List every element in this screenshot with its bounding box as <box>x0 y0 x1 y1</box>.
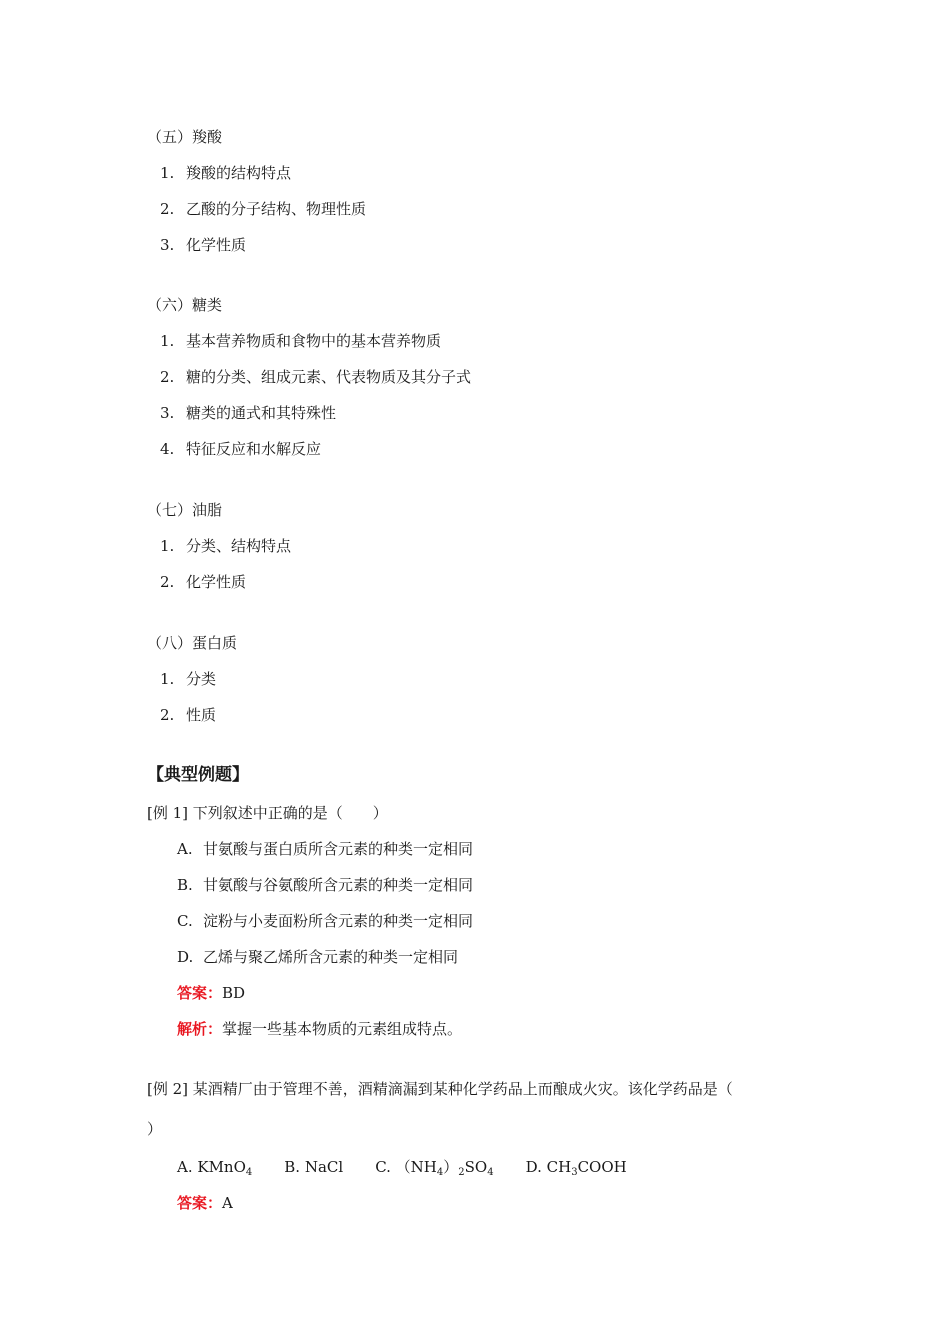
list-item: 3. 化学性质 <box>160 236 247 254</box>
examples-title: 【典型例题】 <box>147 765 249 785</box>
list-item: 2. 乙酸的分子结构、物理性质 <box>160 200 367 218</box>
list-item: 2. 化学性质 <box>160 573 247 591</box>
list-item: 2. 糖的分类、组成元素、代表物质及其分子式 <box>160 368 472 386</box>
example-1-stem: [例 1] 下列叙述中正确的是（ ） <box>147 804 388 822</box>
section-heading-sugars: （六）糖类 <box>147 296 223 314</box>
option-c: C. $(NH_4)_2SO_4$ <box>375 1158 494 1178</box>
list-item: 2. 性质 <box>160 706 217 724</box>
list-item: 3. 糖类的通式和其特殊性 <box>160 404 337 422</box>
list-item: 1. 羧酸的结构特点 <box>160 164 292 182</box>
option-d: D. 乙烯与聚乙烯所含元素的种类一定相同 <box>177 948 459 966</box>
list-item: 1. 分类、结构特点 <box>160 537 292 555</box>
example-1-analysis: 解析：掌握一些基本物质的元素组成特点。 <box>177 1020 463 1038</box>
option-a: A. KMnO$_4$ <box>177 1158 253 1178</box>
answer-label: 答案： <box>177 1194 223 1212</box>
example-1-answer: 答案：BD <box>177 984 246 1002</box>
answer-label: 答案： <box>177 984 223 1002</box>
analysis-label: 解析： <box>177 1020 223 1038</box>
example-2-answer: 答案：A <box>177 1194 233 1212</box>
section-heading-proteins: （八）蛋白质 <box>147 634 238 652</box>
section-heading-carboxylic-acid: （五）羧酸 <box>147 128 223 146</box>
section-heading-fats: （七）油脂 <box>147 501 223 519</box>
option-a: A. 甘氨酸与蛋白质所含元素的种类一定相同 <box>177 840 474 858</box>
list-item: 1. 分类 <box>160 670 217 688</box>
example-2-stem-continued: ） <box>147 1120 163 1138</box>
option-c: C. 淀粉与小麦面粉所含元素的种类一定相同 <box>177 912 474 930</box>
list-item: 4. 特征反应和水解反应 <box>160 440 322 458</box>
list-item: 1. 基本营养物质和食物中的基本营养物质 <box>160 332 442 350</box>
example-2-options <box>177 1157 627 1183</box>
example-2-stem: [例 2] 某酒精厂由于管理不善，酒精滴漏到某种化学药品上而酿成火灾。该化学药品是（ <box>147 1080 733 1098</box>
option-b: B. 甘氨酸与谷氨酸所含元素的种类一定相同 <box>177 876 474 894</box>
option-b: B. NaCl <box>284 1158 344 1176</box>
option-d: D. $CH_3COOH$ <box>525 1158 627 1178</box>
